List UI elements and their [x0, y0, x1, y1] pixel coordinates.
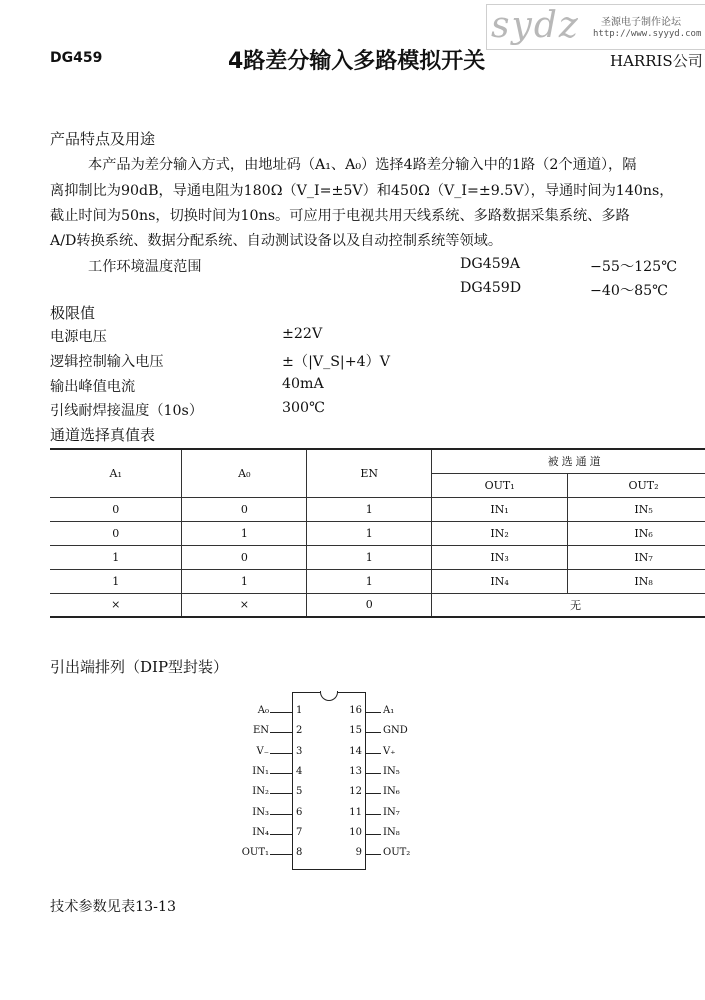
pin-number-left: 7	[296, 826, 303, 838]
manufacturer: HARRIS公司	[610, 52, 703, 70]
pin-name-left: IN₄	[252, 826, 269, 838]
pin-name-left: V₋	[256, 745, 269, 757]
model-number: DG459	[50, 50, 103, 66]
pin-name-right: IN₅	[383, 765, 400, 777]
pin-name-left: IN₁	[252, 765, 269, 777]
table-row	[50, 521, 705, 545]
header-a1: A₁	[50, 449, 182, 497]
pin-name-right: IN₈	[383, 826, 400, 838]
features-line-3: 截止时间为50ns，切换时间为10ns。可应用于电视共用天线系统、多路数据采集系统、多路	[50, 208, 630, 224]
footer-note: 技术参数见表13-13	[50, 899, 177, 915]
cell-a0: 1	[182, 569, 307, 593]
pin-number-right: 14	[349, 745, 362, 757]
pin-name-right: GND	[383, 725, 408, 737]
temp-range-d: −40～85℃	[590, 283, 669, 299]
dip-package-body	[292, 692, 366, 870]
watermark-site-name: 圣源电子制作论坛	[601, 17, 681, 28]
limit-name-1: 电源电压	[50, 329, 107, 345]
cell-en: 1	[307, 569, 432, 593]
features-line-1: 本产品为差分输入方式，由地址码（A₁、A₀）选择4路差分输入中的1路（2个通道），隔	[88, 157, 637, 173]
watermark-logo: sydz	[491, 5, 580, 46]
pin-number-left: 3	[296, 745, 303, 757]
pin-number-left: 1	[296, 705, 303, 716]
pin-number-right: 15	[349, 725, 362, 737]
table-row	[50, 569, 705, 593]
pin-name-right: A₁	[383, 705, 395, 716]
cell-out2: IN₇	[568, 545, 705, 569]
temp-range-a: −55～125℃	[590, 259, 678, 275]
watermark-stamp	[486, 4, 705, 50]
pin-name-left: A₀	[257, 705, 269, 716]
limit-name-3: 输出峰值电流	[50, 379, 136, 395]
limit-value-2: ±（|V_S|+4）V	[282, 354, 391, 370]
pin-lead-right	[365, 712, 381, 713]
pin-lead-left	[270, 753, 292, 754]
pin-number-right: 10	[349, 826, 362, 838]
cell-en: 0	[307, 593, 432, 617]
pin-name-right: OUT₂	[383, 847, 411, 859]
features-line-2: 离抑制比为90dB，导通电阻为180Ω（V_I=±5V）和450Ω（V_I=±9.5V），导通时间为140ns，	[50, 183, 674, 199]
pin-name-left: IN₃	[252, 806, 269, 818]
pin-number-left: 2	[296, 725, 303, 737]
watermark-url: http://www.syyyd.com	[593, 29, 702, 39]
cell-en: 1	[307, 497, 432, 521]
cell-a0: 0	[182, 497, 307, 521]
cell-a1: 0	[50, 521, 182, 545]
cell-a1: 1	[50, 545, 182, 569]
temp-part-d: DG459D	[460, 280, 522, 296]
temp-range-label: 工作环境温度范围	[88, 259, 202, 275]
truth-table-heading: 通道选择真值表	[50, 426, 156, 444]
table-row	[50, 545, 705, 569]
pin-lead-left	[270, 814, 292, 815]
header-out2: OUT₂	[568, 473, 705, 497]
pin-lead-left	[270, 712, 292, 713]
cell-outputs-none: 无	[432, 593, 705, 617]
limit-value-3: 40mA	[282, 376, 324, 392]
pin-name-left: EN	[252, 725, 269, 737]
pin-lead-right	[365, 854, 381, 855]
truth-table	[50, 448, 705, 618]
limit-value-4: 300℃	[282, 400, 325, 416]
features-line-4: A/D转换系统、数据分配系统、自动测试设备以及自动控制系统等领域。	[50, 233, 503, 249]
pin-number-right: 13	[349, 765, 362, 777]
cell-a1: ×	[50, 593, 182, 617]
pin-lead-right	[365, 732, 381, 733]
limits-heading: 极限值	[50, 304, 96, 322]
header-a0: A₀	[182, 449, 307, 497]
header-en: EN	[307, 449, 432, 497]
header-out1: OUT₁	[432, 473, 568, 497]
limit-name-2: 逻辑控制输入电压	[50, 354, 164, 370]
pin-lead-right	[365, 814, 381, 815]
pin-number-left: 8	[296, 847, 303, 859]
cell-out1: IN₁	[432, 497, 568, 521]
pin-name-right: V₊	[383, 745, 396, 757]
pin-number-right: 12	[349, 786, 362, 798]
limit-name-4: 引线耐焊接温度（10s）	[50, 403, 204, 419]
pin-name-right: IN₇	[383, 806, 400, 818]
pin-lead-right	[365, 793, 381, 794]
pin-lead-right	[365, 753, 381, 754]
cell-out2: IN₆	[568, 521, 705, 545]
pin-lead-right	[365, 834, 381, 835]
cell-en: 1	[307, 521, 432, 545]
pin-number-right: 11	[349, 806, 362, 818]
cell-out2: IN₅	[568, 497, 705, 521]
pin-number-left: 4	[296, 765, 303, 777]
features-heading: 产品特点及用途	[50, 130, 156, 148]
pin-lead-left	[270, 773, 292, 774]
cell-out1: IN₄	[432, 569, 568, 593]
cell-en: 1	[307, 545, 432, 569]
pin-lead-left	[270, 854, 292, 855]
cell-a0: 0	[182, 545, 307, 569]
page-title: 4路差分输入多路模拟开关	[228, 49, 486, 74]
cell-a1: 1	[50, 569, 182, 593]
header-selected-channel: 被选通道	[432, 449, 705, 473]
pin-number-left: 5	[296, 786, 303, 798]
pin-lead-left	[270, 732, 292, 733]
cell-out1: IN₃	[432, 545, 568, 569]
cell-a0: 1	[182, 521, 307, 545]
pin-number-left: 6	[296, 806, 303, 818]
pin-name-left: IN₂	[252, 786, 269, 798]
temp-part-a: DG459A	[460, 256, 521, 272]
pin-name-right: IN₆	[383, 786, 400, 798]
table-row	[50, 497, 705, 521]
cell-a1: 0	[50, 497, 182, 521]
pin-number-right: 16	[349, 705, 362, 716]
cell-out1: IN₂	[432, 521, 568, 545]
cell-a0: ×	[182, 593, 307, 617]
cell-out2: IN₈	[568, 569, 705, 593]
pin-lead-left	[270, 793, 292, 794]
pinout-heading: 引出端排列（DIP型封装）	[50, 658, 229, 676]
pin-lead-left	[270, 834, 292, 835]
table-row	[50, 593, 705, 617]
pin-lead-right	[365, 773, 381, 774]
pin-name-left: OUT₁	[241, 847, 269, 859]
limit-value-1: ±22V	[282, 326, 323, 342]
pin-number-right: 9	[355, 847, 362, 859]
